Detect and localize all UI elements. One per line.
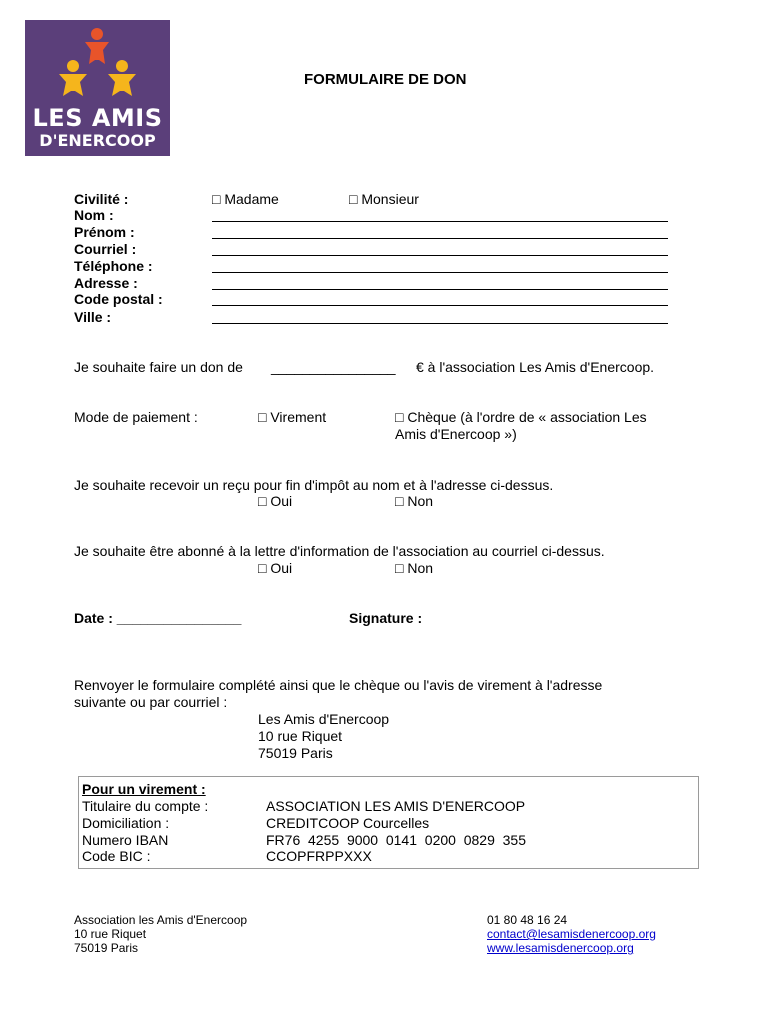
renvoi-line2: suivante ou par courriel : [74, 694, 228, 710]
label-telephone: Téléphone : [74, 258, 153, 274]
logo-text-line1: LES AMIS [32, 104, 163, 132]
label-mode-paiement: Mode de paiement : [74, 409, 198, 425]
virement-heading: Pour un virement : [82, 781, 206, 797]
signature-label: Signature : [349, 610, 423, 626]
don-amount-blank[interactable]: ________________ [271, 359, 396, 375]
virement-row-value: CCOPFRPPXXX [266, 848, 372, 864]
don-text-before: Je souhaite faire un don de [74, 359, 243, 375]
checkbox-recu-oui[interactable]: □ Oui [258, 493, 293, 509]
checkbox-madame[interactable]: □ Madame [212, 191, 279, 207]
input-line-nom[interactable] [212, 221, 668, 222]
renvoi-address-city: 75019 Paris [258, 745, 333, 761]
recu-question: Je souhaite recevoir un reçu pour fin d'impôt au nom et à l'adresse ci-dessus. [74, 477, 554, 493]
virement-row-value: CREDITCOOP Courcelles [266, 815, 430, 831]
label-code-postal: Code postal : [74, 291, 163, 307]
checkbox-cheque[interactable]: □ Chèque (à l'ordre de « association Les [395, 409, 647, 425]
label-adresse: Adresse : [74, 275, 138, 291]
virement-row-label: Numero IBAN [82, 832, 169, 848]
page-title: FORMULAIRE DE DON [304, 71, 467, 88]
people-icon [25, 20, 170, 104]
label-nom: Nom : [74, 207, 114, 223]
label-civilite: Civilité : [74, 191, 129, 207]
checkbox-recu-non[interactable]: □ Non [395, 493, 434, 509]
logo-text-line2: D'ENERCOOP [39, 131, 156, 150]
footer-website-link[interactable]: www.lesamisdenercoop.org [487, 941, 634, 955]
virement-row-label: Titulaire du compte : [82, 798, 209, 814]
input-line-prenom[interactable] [212, 238, 668, 239]
input-line-courriel[interactable] [212, 255, 668, 256]
virement-row-label: Domiciliation : [82, 815, 170, 831]
footer-city: 75019 Paris [74, 941, 139, 955]
checkbox-virement[interactable]: □ Virement [258, 409, 327, 425]
date-field[interactable]: Date : ________________ [74, 610, 242, 626]
input-line-code-postal[interactable] [212, 305, 668, 306]
virement-row-value: ASSOCIATION LES AMIS D'ENERCOOP [266, 798, 526, 814]
virement-row-label: Code BIC : [82, 848, 151, 864]
renvoi-address-name: Les Amis d'Enercoop [258, 711, 390, 727]
label-ville: Ville : [74, 309, 112, 325]
checkbox-lettre-non[interactable]: □ Non [395, 560, 434, 576]
footer-phone: 01 80 48 16 24 [487, 913, 568, 927]
footer-org-name: Association les Amis d'Enercoop [74, 913, 248, 927]
don-text-after: € à l'association Les Amis d'Enercoop. [416, 359, 655, 375]
cheque-text-line2: Amis d'Enercoop ») [395, 426, 517, 442]
checkbox-monsieur[interactable]: □ Monsieur [349, 191, 419, 207]
lettre-question: Je souhaite être abonné à la lettre d'information de l'association au courriel ci-dessus. [74, 543, 605, 559]
footer-street: 10 rue Riquet [74, 927, 147, 941]
input-line-ville[interactable] [212, 323, 668, 324]
input-line-adresse[interactable] [212, 289, 668, 290]
footer-email-link[interactable]: contact@lesamisdenercoop.org [487, 927, 656, 941]
checkbox-lettre-oui[interactable]: □ Oui [258, 560, 293, 576]
label-prenom: Prénom : [74, 224, 135, 240]
renvoi-line1: Renvoyer le formulaire complété ainsi que le chèque ou l'avis de virement à l'adresse [74, 677, 603, 693]
virement-row-value: FR76 4255 9000 0141 0200 0829 355 [266, 832, 526, 848]
renvoi-address-street: 10 rue Riquet [258, 728, 343, 744]
input-line-telephone[interactable] [212, 272, 668, 273]
association-logo [25, 20, 170, 156]
label-courriel: Courriel : [74, 241, 137, 257]
